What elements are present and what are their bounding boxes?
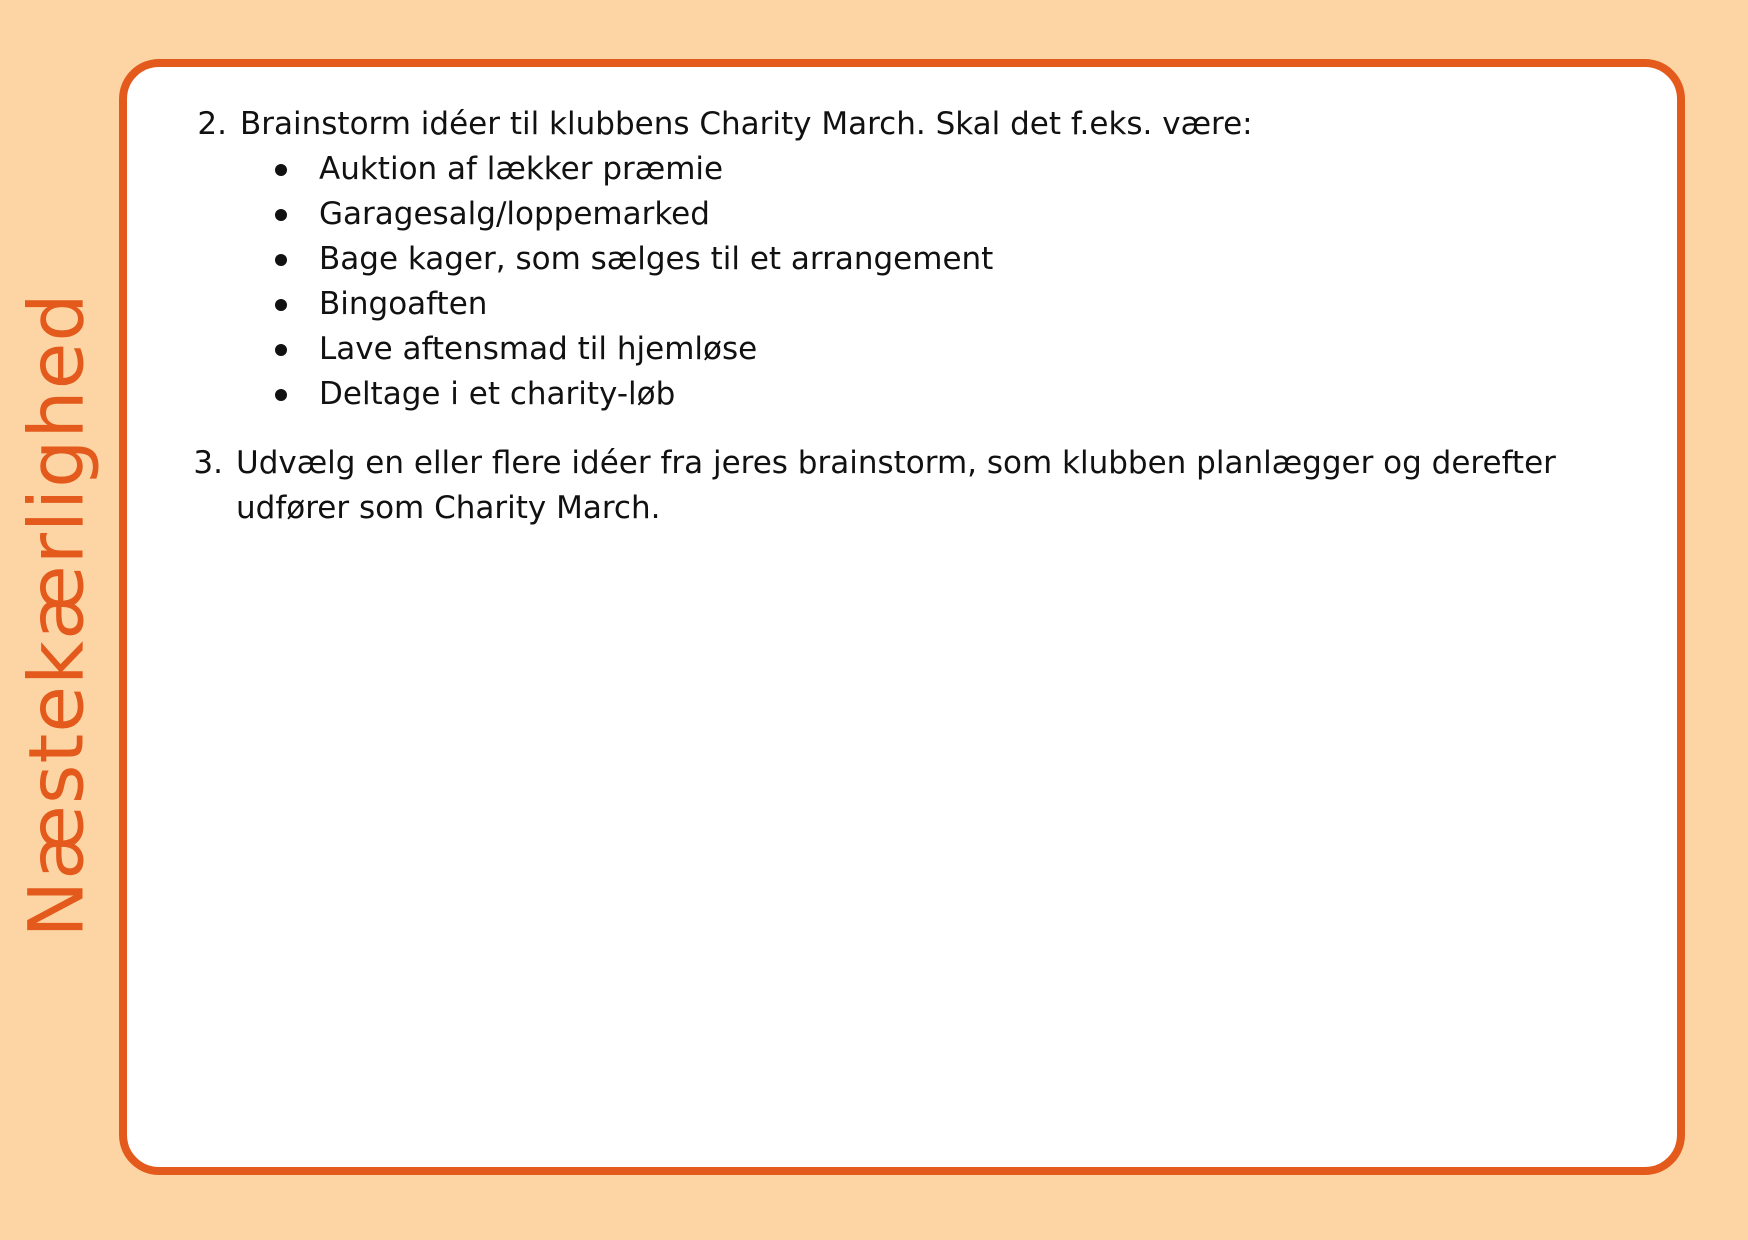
bullet-text: Auktion af lækker præmie — [319, 151, 724, 187]
bullet-dot — [275, 344, 287, 356]
bullet-dot — [275, 164, 287, 176]
item-text: Brainstorm idéer til klubbens Charity March. Skal det f.eks. være: — [240, 106, 1253, 142]
content-card — [119, 59, 1685, 1175]
side-title-text: Næstekærlighed — [12, 292, 101, 938]
bullet-dot — [275, 299, 287, 311]
bullet-text: Bingoaften — [319, 286, 488, 322]
bullet-text: Deltage i et charity-løb — [319, 376, 676, 412]
bullet-text: Garagesalg/loppemarked — [319, 196, 710, 232]
side-title — [12, 292, 101, 938]
bullet-text: Lave aftensmad til hjemløse — [319, 331, 758, 367]
item-number: 2. — [197, 106, 227, 142]
bullet-dot — [275, 209, 287, 221]
item-number: 3. — [193, 445, 223, 481]
bullet-dot — [275, 254, 287, 266]
bullet-dot — [275, 389, 287, 401]
item-text-line-1: Udvælg en eller flere idéer fra jeres brainstorm, som klubben planlægger og derefter — [236, 445, 1556, 481]
item-text-line-2: udfører som Charity March. — [236, 490, 661, 526]
bullet-text: Bage kager, som sælges til et arrangement — [319, 241, 994, 277]
